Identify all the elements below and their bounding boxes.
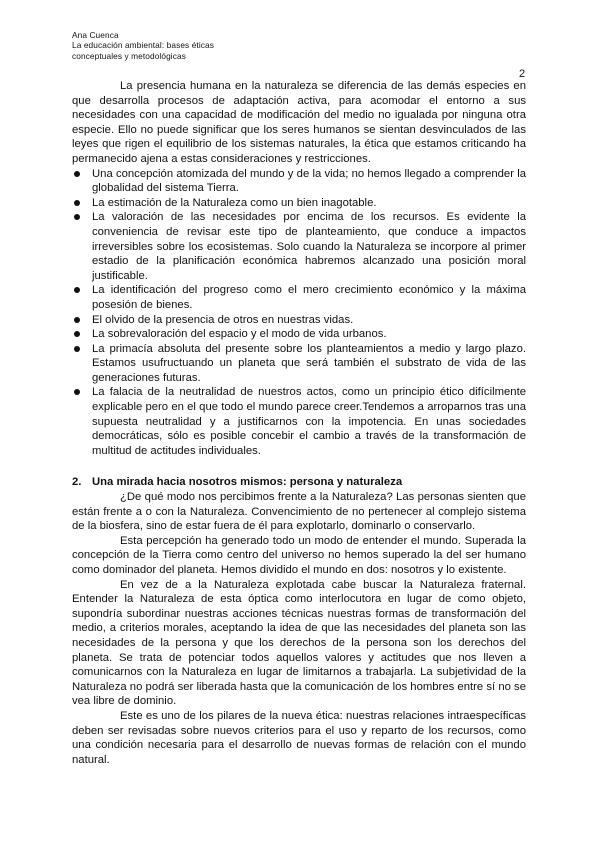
document-body [72, 79, 526, 767]
bullet-dot-icon [74, 346, 80, 352]
bullet-dot-icon [74, 331, 80, 337]
bullet-text: La identificación del progreso como el mero crecimiento económico y la máxima posesión de bienes. [92, 284, 526, 311]
bullet-dot-icon [74, 214, 80, 220]
paragraph-3: En vez de a la Naturaleza explotada cabe buscar la Naturaleza fraternal. Entender la Naturaleza de esta óptica como interlocutora en lugar de como objeto, supondría subordinar nuestras acciones técnicas nuestras formas de transformación del medio, a criterios morales, aceptando la idea de que las necesidades del planeta son las necesidades de la persona y que los derechos de la persona son los derechos del planeta. Se trata de potenciar todos aquellos valores y actitudes que nos lleven a comunicarnos con la Naturaleza en lugar de limitarnos a trabajarla. La subjetividad de la Naturaleza no podrá ser liberada hasta que la comunicación de los hombres entre sí no se vea libre de dominio. [72, 578, 526, 708]
bullet-text: La sobrevaloración del espacio y el modo de vida urbanos. [92, 328, 387, 341]
bullet-dot-icon [74, 200, 80, 206]
bullet-dot-icon [74, 287, 80, 293]
bullet-item [72, 210, 526, 283]
bullet-text: La falacia de la neutralidad de nuestros actos, como un principio ético difícilmente explicable pero en el que todo el mundo parece creer.Tendemos a arroparnos tras una supuesta neutralidad y a justificarnos con la impotencia. En unas sociedades democráticas, sólo es posible concebir el cambio a través de la transformación de multitud de actitudes individuales. [92, 386, 526, 457]
bullet-dot-icon [74, 171, 80, 177]
bullet-item [72, 342, 526, 386]
bullet-item [72, 313, 526, 328]
section-number: 2. [72, 476, 82, 489]
header-author: Ana Cuenca [72, 30, 119, 40]
page-number: 2 [519, 68, 526, 80]
bullet-list [72, 167, 526, 459]
bullet-item [72, 167, 526, 196]
bullet-item [72, 283, 526, 312]
bullet-text: Una concepción atomizada del mundo y de la vida; no hemos llegado a comprender la globalidad del sistema Tierra. [92, 167, 526, 195]
bullet-item [72, 196, 526, 211]
paragraph-1: ¿De qué modo nos percibimos frente a la Naturaleza? Las personas sienten que están frente a o con la Naturaleza. Convencimiento de no pertenecer al complejo sistema de la biosfera, sino de estar fuera de él para explotarlo, dominarlo o conservarlo. [72, 491, 526, 533]
paragraph-4: Este es uno de los pilares de la nueva ética: nuestras relaciones intraespecíficas deben ser revisadas sobre nuevos criterios para el uso y reparto de los recursos, como una condición necesaria para el desarrollo de nuevas formas de relación con el mundo natural. [72, 709, 526, 766]
bullet-item [72, 385, 526, 458]
section-heading [72, 475, 526, 490]
header-title-line-1: La educación ambiental: bases éticas [72, 40, 214, 51]
bullet-text: La primacía absoluta del presente sobre los planteamientos a medio y largo plazo. Estamos usufructuando un planeta que será también el substrato de vida de las generaciones futuras. [92, 342, 526, 384]
intro-paragraph: La presencia humana en la naturaleza se diferencia de las demás especies en que desarrolla procesos de adaptación activa, para acomodar el entorno a sus necesidades con una capacidad de modificación del medio no igualada por ninguna otra especie. Ello no puede significar que los seres humanos se sientan desvinculados de las leyes que rigen el equilibrio de los sistemas naturales, la ética que estamos criticando ha permanecido ajena a estas consideraciones y restricciones. [72, 80, 526, 165]
running-header [72, 30, 214, 61]
bullet-text: El olvido de la presencia de otros en nuestras vidas. [92, 313, 354, 326]
bullet-dot-icon [74, 317, 80, 323]
bullet-text: La valoración de las necesidades por encima de los recursos. Es evidente la conveniencia de revisar este tipo de planteamiento, que conduce a impactos irreversibles sobre los ecosistemas. Solo cuando la Naturaleza se incorpore al primer estadio de la planificación económica habremos alcanzado una posición moral justificable. [92, 211, 526, 282]
bullet-text: La estimación de la Naturaleza como un bien inagotable. [92, 196, 377, 209]
paragraph-2: Esta percepción ha generado todo un modo de entender el mundo. Superada la concepción de la Tierra como centro del universo no hemos superado la del ser humano como dominador del planeta. Hemos dividido el mundo en dos: nosotros y lo existente. [72, 534, 526, 576]
bullet-dot-icon [74, 389, 80, 395]
section-title: Una mirada hacia nosotros mismos: persona y naturaleza [92, 476, 403, 489]
bullet-item [72, 327, 526, 342]
header-title-line-2: conceptuales y metodológicas [72, 50, 186, 61]
